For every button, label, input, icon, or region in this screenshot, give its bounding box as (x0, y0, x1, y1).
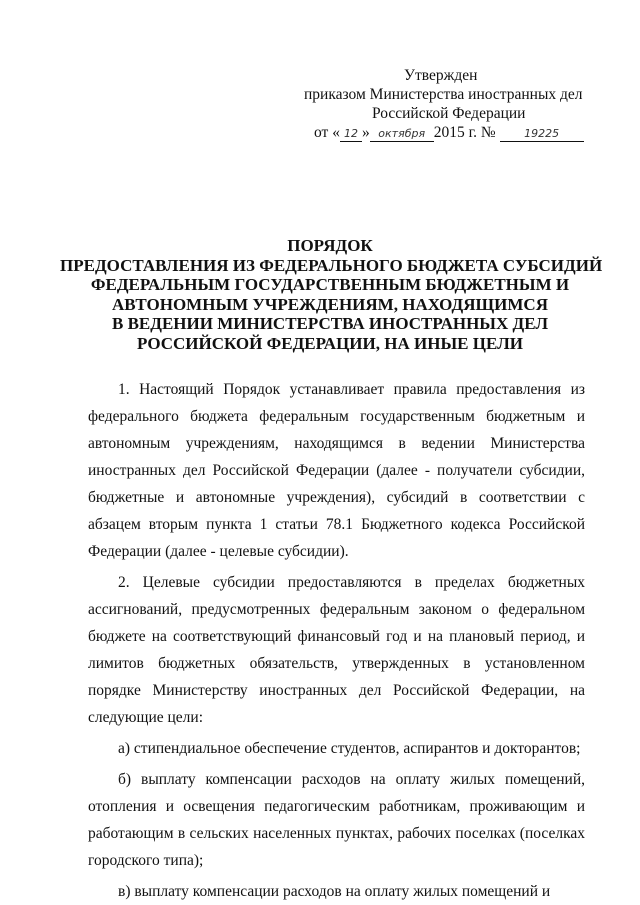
heading-line: ПРЕДОСТАВЛЕНИЯ ИЗ ФЕДЕРАЛЬНОГО БЮДЖЕТА СУБСИДИЙ (60, 255, 603, 275)
date-year: 2015 г. № (433, 124, 496, 141)
paragraph-2c: в) выплату компенсации расходов на оплату жилых помещений и (118, 883, 551, 900)
paragraph-1: 1. Настоящий Порядок устанавливает правила предоставления из федерального бюджета федеральным государственным бюджетным и автономным учреждениям, находящимся в ведении Министерства иностранных дел Российской Федерации (далее - получатели субсидии, бюджетные и автономные учреждения), субсидий в соответствии с абзацем вторым пункта 1 статьи 78.1 Бюджетного кодекса Российской Федерации (далее - целевые субсидии). (88, 381, 585, 560)
order-number: 19225 (500, 126, 584, 142)
date-day: 12 (340, 126, 362, 142)
approval-date-line (300, 123, 600, 142)
heading-line: ПОРЯДОК (287, 236, 373, 255)
heading-line: В ВЕДЕНИИ МИНИСТЕРСТВА ИНОСТРАННЫХ ДЕЛ (111, 314, 548, 333)
approval-title: Утвержден (404, 67, 478, 84)
paragraph-2: 2. Целевые субсидии предоставляются в пределах бюджетных ассигнований, предусмотренных федеральным законом о федеральном бюджете на соответствующий финансовый год и на плановый период, и лимитов бюджетных обязательств, утвержденных в установленном порядке Министерству иностранных дел Российской Федерации, на следующие цели: (88, 574, 585, 726)
document-heading (60, 236, 603, 353)
heading-line: ФЕДЕРАЛЬНЫМ ГОСУДАРСТВЕННЫМ БЮДЖЕТНЫМ И (90, 275, 570, 294)
date-month: октября (370, 126, 434, 142)
heading-line: АВТОНОМНЫМ УЧРЕЖДЕНИЯМ, НАХОДЯЩИМСЯ (112, 294, 548, 314)
approval-order-line: приказом Министерства иностранных дел (304, 86, 583, 103)
document-body (88, 376, 585, 905)
heading-line: РОССИЙСКОЙ ФЕДЕРАЦИИ, НА ИНЫЕ ЦЕЛИ (137, 333, 523, 353)
paragraph-2a: а) стипендиальное обеспечение студентов, аспирантов и докторантов; (118, 740, 581, 757)
approval-ministry-line: Российской Федерации (372, 105, 526, 122)
date-mid: » (361, 124, 370, 141)
date-prefix: от « (314, 124, 340, 141)
paragraph-2b: б) выплату компенсации расходов на оплату жилых помещений, отопления и освещения педагогическим работникам, проживающим и работающим в сельских населенных пунктах, рабочих поселках (поселках городского типа); (88, 771, 585, 869)
approval-block (300, 66, 600, 142)
